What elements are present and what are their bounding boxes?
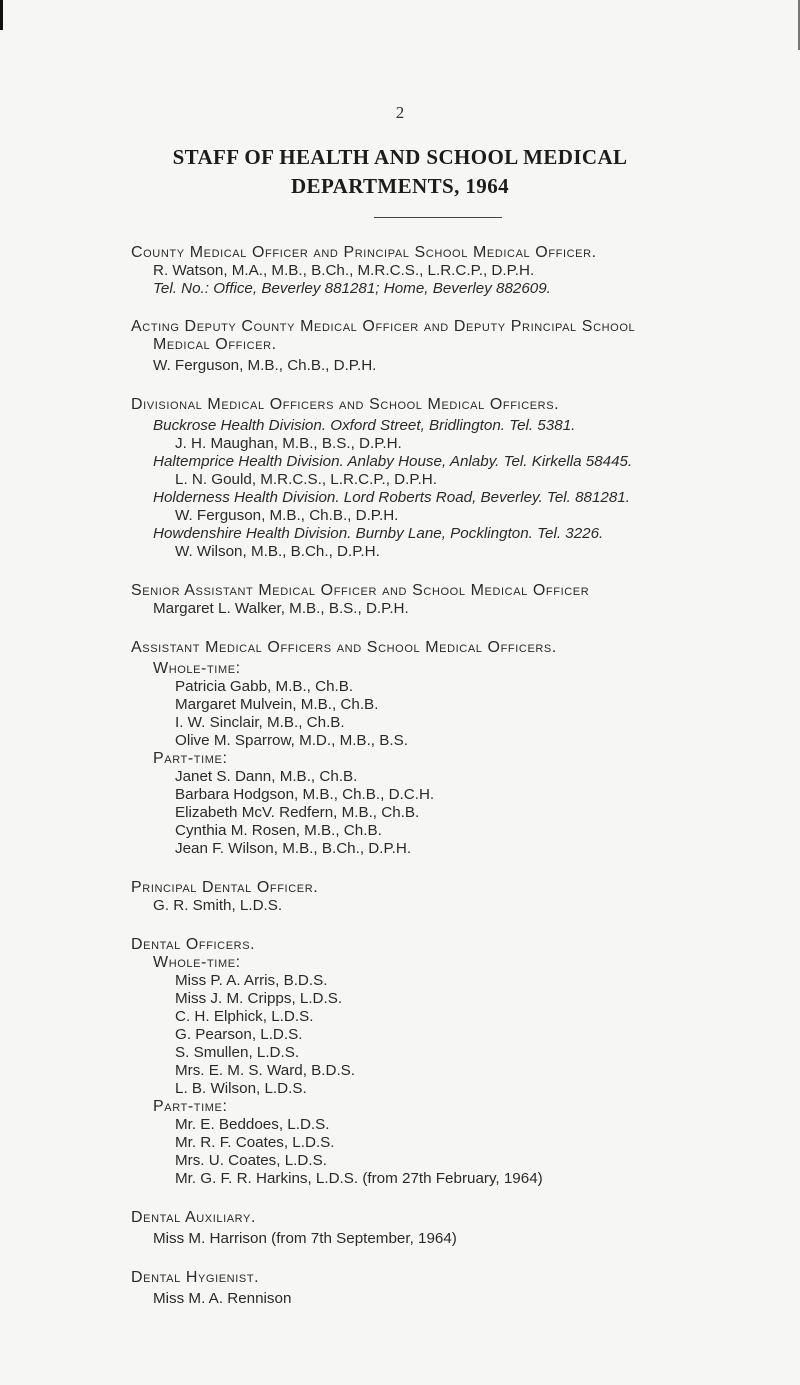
officer-name: Margaret L. Walker, M.B., B.S., D.P.H. — [153, 600, 409, 617]
list-item: Margaret Mulvein, M.B., Ch.B. — [175, 696, 379, 713]
section-dental-officers — [131, 936, 771, 1188]
page-title — [0, 143, 800, 201]
section-assistant-officers — [131, 639, 771, 858]
division-address: Holderness Health Division. Lord Roberts Road, Beverley. Tel. 881281. — [153, 489, 630, 506]
division-officer: J. H. Maughan, M.B., B.S., D.P.H. — [175, 435, 402, 452]
whole-time-label: Whole-time: — [153, 660, 241, 677]
division-address: Howdenshire Health Division. Burnby Lane, Pocklington. Tel. 3226. — [153, 525, 604, 542]
list-item: Mrs. E. M. S. Ward, B.D.S. — [175, 1062, 356, 1079]
officer-name: R. Watson, M.A., M.B., B.Ch., M.R.C.S., L.R.C.P., D.P.H. — [153, 262, 535, 279]
list-item: Mr. E. Beddoes, L.D.S. — [175, 1116, 330, 1133]
division-officer: W. Wilson, M.B., B.Ch., D.P.H. — [175, 543, 380, 560]
scan-edge-left — [0, 0, 3, 30]
part-time-list — [131, 768, 771, 858]
section-heading-continued: Medical Officer. — [153, 336, 277, 353]
officer-name: Miss M. A. Rennison — [153, 1290, 292, 1307]
section-divisional-officers — [131, 396, 771, 561]
section-dental-hygienist — [131, 1269, 771, 1308]
section-heading: Dental Hygienist. — [131, 1269, 260, 1286]
section-acting-deputy — [131, 318, 771, 375]
section-heading: Senior Assistant Medical Officer and School Medical Officer — [131, 582, 590, 599]
list-item: Olive M. Sparrow, M.D., M.B., B.S. — [175, 732, 408, 749]
section-senior-assistant — [131, 582, 771, 618]
list-item: Barbara Hodgson, M.B., Ch.B., D.C.H. — [175, 786, 435, 803]
section-heading: Dental Auxiliary. — [131, 1209, 257, 1226]
list-item: Mrs. U. Coates, L.D.S. — [175, 1152, 327, 1169]
list-item: Mr. G. F. R. Harkins, L.D.S. (from 27th February, 1964) — [175, 1170, 543, 1187]
section-heading: Principal Dental Officer. — [131, 879, 319, 896]
staff-list — [131, 244, 771, 1329]
whole-time-list — [131, 678, 771, 750]
list-item: C. H. Elphick, L.D.S. — [175, 1008, 314, 1025]
list-item: Miss P. A. Arris, B.D.S. — [175, 972, 328, 989]
part-time-list — [131, 1116, 771, 1188]
list-item: L. B. Wilson, L.D.S. — [175, 1080, 307, 1097]
list-item: Patricia Gabb, M.B., Ch.B. — [175, 678, 354, 695]
section-heading: Acting Deputy County Medical Officer and Deputy Principal School — [131, 318, 636, 335]
officer-name: W. Ferguson, M.B., Ch.B., D.P.H. — [153, 357, 377, 374]
list-item: Jean F. Wilson, M.B., B.Ch., D.P.H. — [175, 840, 412, 857]
list-item: Elizabeth McV. Redfern, M.B., Ch.B. — [175, 804, 420, 821]
part-time-label: Part-time: — [153, 1098, 228, 1115]
section-heading: Divisional Medical Officers and School Medical Officers. — [131, 396, 560, 413]
section-principal-dental — [131, 879, 771, 915]
list-item: S. Smullen, L.D.S. — [175, 1044, 300, 1061]
list-item: I. W. Sinclair, M.B., Ch.B. — [175, 714, 345, 731]
division-officer: L. N. Gould, M.R.C.S., L.R.C.P., D.P.H. — [175, 471, 437, 488]
section-heading: Assistant Medical Officers and School Medical Officers. — [131, 639, 557, 656]
title-line-2: DEPARTMENTS, 1964 — [290, 174, 510, 198]
list-item: Mr. R. F. Coates, L.D.S. — [175, 1134, 335, 1151]
title-line-1: STAFF OF HEALTH AND SCHOOL MEDICAL — [172, 145, 628, 169]
division-address: Haltemprice Health Division. Anlaby House, Anlaby. Tel. Kirkella 58445. — [153, 453, 633, 470]
division-address: Buckrose Health Division. Oxford Street, Bridlington. Tel. 5381. — [153, 417, 576, 434]
officer-name: G. R. Smith, L.D.S. — [153, 897, 283, 914]
part-time-label: Part-time: — [153, 750, 228, 767]
list-item: Janet S. Dann, M.B., Ch.B. — [175, 768, 358, 785]
whole-time-label: Whole-time: — [153, 954, 241, 971]
page-number: 2 — [395, 103, 405, 122]
telephone-line: Tel. No.: Office, Beverley 881281; Home, Beverley 882609. — [153, 280, 551, 297]
list-item: Cynthia M. Rosen, M.B., Ch.B. — [175, 822, 382, 839]
division-officer: W. Ferguson, M.B., Ch.B., D.P.H. — [175, 507, 399, 524]
section-dental-auxiliary — [131, 1209, 771, 1248]
title-divider — [374, 217, 502, 218]
officer-name: Miss M. Harrison (from 7th September, 1964) — [153, 1230, 457, 1247]
whole-time-list — [131, 972, 771, 1098]
list-item: G. Pearson, L.D.S. — [175, 1026, 303, 1043]
section-heading: County Medical Officer and Principal School Medical Officer. — [131, 244, 597, 261]
list-item: Miss J. M. Cripps, L.D.S. — [175, 990, 343, 1007]
section-county-medical-officer — [131, 244, 771, 298]
section-heading: Dental Officers. — [131, 936, 256, 953]
